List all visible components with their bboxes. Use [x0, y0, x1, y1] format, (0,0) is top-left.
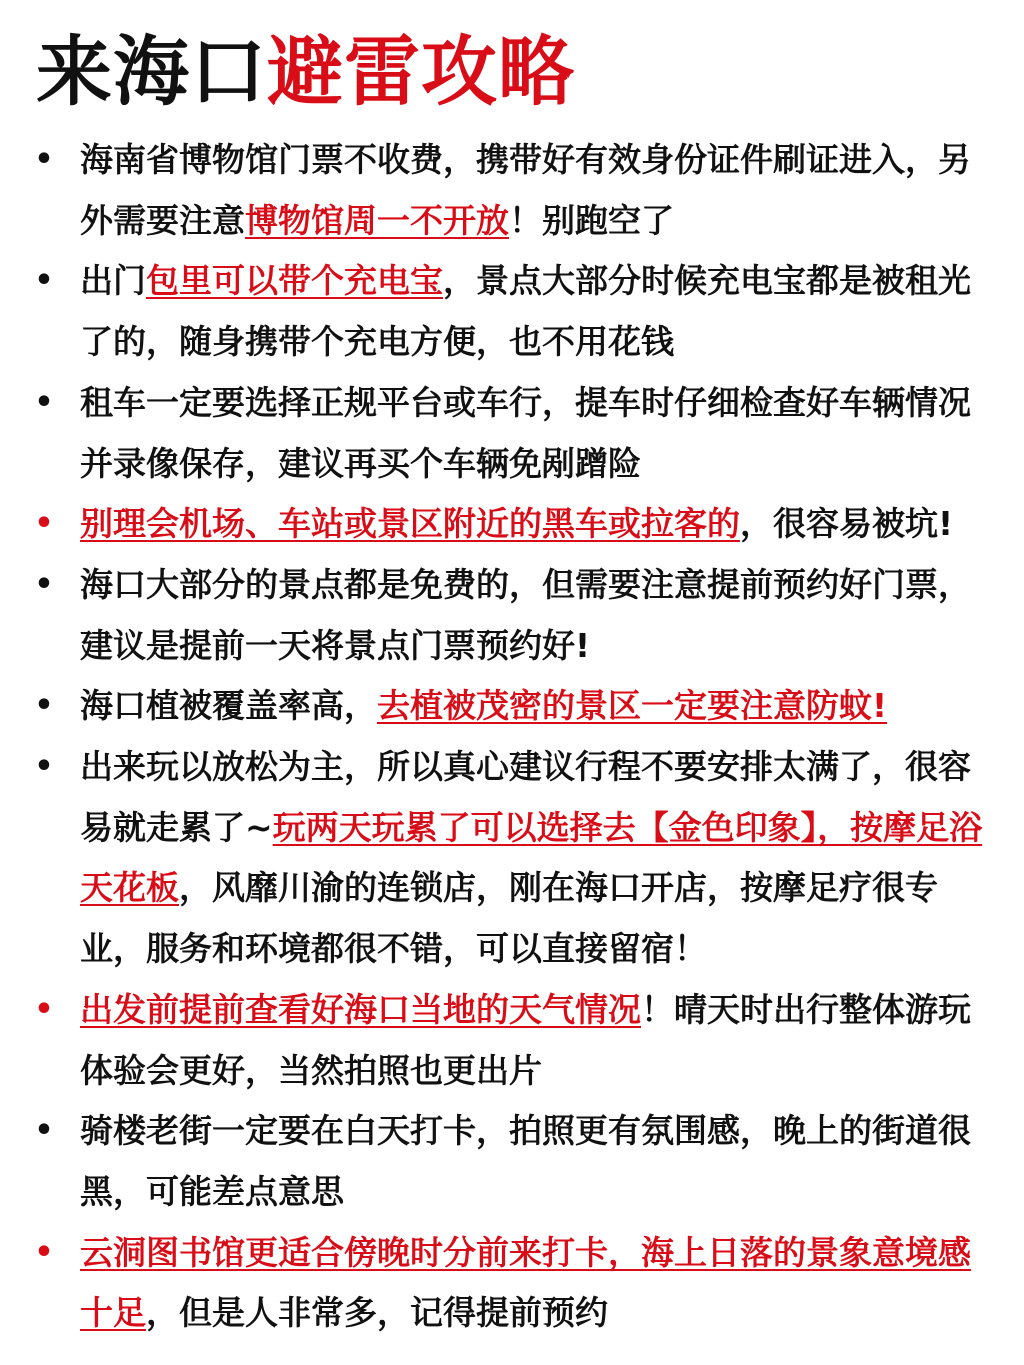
- tip-text: 骑楼老街一定要在白天打卡，拍照更有氛围感，晚上的街道很黑，可能差点意思: [80, 1111, 971, 1211]
- tip-text: 出来玩以放松为主，所以真心建议行程不要安排太满了，很容易就走累了~: [80, 747, 971, 847]
- highlighted-text: 博物馆周一不开放: [245, 200, 509, 240]
- bullet-dot: •: [34, 263, 54, 299]
- highlighted-text: 出发前提前查看好海口当地的天气情况: [80, 989, 641, 1029]
- tip-item: [0, 251, 1024, 372]
- tips-list: [0, 130, 1024, 1344]
- highlighted-text: 玩两天玩累了可以选择去【金色印象】，按摩足浴天花板: [80, 807, 983, 908]
- tip-text: 出门: [80, 261, 146, 301]
- title-black-part: 来海口: [36, 27, 267, 116]
- tip-item: [0, 737, 1024, 980]
- highlighted-text: 别理会机场、车站或景区附近的黑车或拉客的: [80, 504, 740, 544]
- tip-text: ，景点大部分时候充电宝都是被租光了的，随身携带个充电方便，也不用花钱: [80, 261, 971, 362]
- bullet-dot: •: [34, 506, 54, 542]
- tip-item: [0, 555, 1024, 676]
- bullet-dot: •: [34, 142, 54, 177]
- tip-item: [0, 676, 1024, 737]
- bullet-dot: •: [34, 1113, 54, 1149]
- bullet-dot: •: [34, 749, 54, 785]
- bullet-dot: •: [34, 384, 54, 420]
- tip-text: ，很容易被坑!: [740, 504, 954, 544]
- highlighted-text: 云洞图书馆更适合傍晚时分前来打卡，海上日落的景象意境感十足: [80, 1232, 971, 1333]
- bullet-dot: •: [34, 1234, 54, 1270]
- highlighted-text: 去植被茂密的景区一定要注意防蚊!: [377, 686, 888, 726]
- tip-item: [0, 494, 1024, 555]
- highlighted-text: 包里可以带个充电宝: [146, 261, 443, 301]
- bullet-dot: •: [34, 566, 54, 602]
- page-title: [36, 27, 575, 116]
- tip-item: [0, 980, 1024, 1101]
- tip-text: ，风靡川渝的连锁店，刚在海口开店，按摩足疗很专业，服务和环境都很不错，可以直接留宿！: [80, 868, 938, 969]
- tip-text: ！晴天时出行整体游玩体验会更好，当然拍照也更出片: [80, 989, 971, 1090]
- title-red-part: 避雷攻略: [267, 27, 575, 116]
- tip-item: [0, 373, 1024, 494]
- tip-item: [0, 1223, 1024, 1344]
- bullet-dot: •: [34, 688, 54, 724]
- tip-text: 海口大部分的景点都是免费的，但需要注意提前预约好门票，建议是提前一天将景点门票预约好!: [80, 564, 971, 665]
- tip-text: ！别跑空了: [509, 200, 674, 240]
- tip-text: 租车一定要选择正规平台或车行，提车时仔细检查好车辆情况并录像保存，建议再买个车辆免剐蹭险: [80, 382, 971, 483]
- bullet-dot: •: [34, 991, 54, 1027]
- tip-text: 海口植被覆盖率高，: [80, 686, 377, 726]
- tip-item: [0, 1101, 1024, 1222]
- tip-item: [0, 130, 1024, 251]
- tip-text: 海南省博物馆门票不收费，携带好有效身份证件刷证进入，另外需要注意: [80, 140, 971, 240]
- tip-text: ，但是人非常多，记得提前预约: [146, 1293, 608, 1333]
